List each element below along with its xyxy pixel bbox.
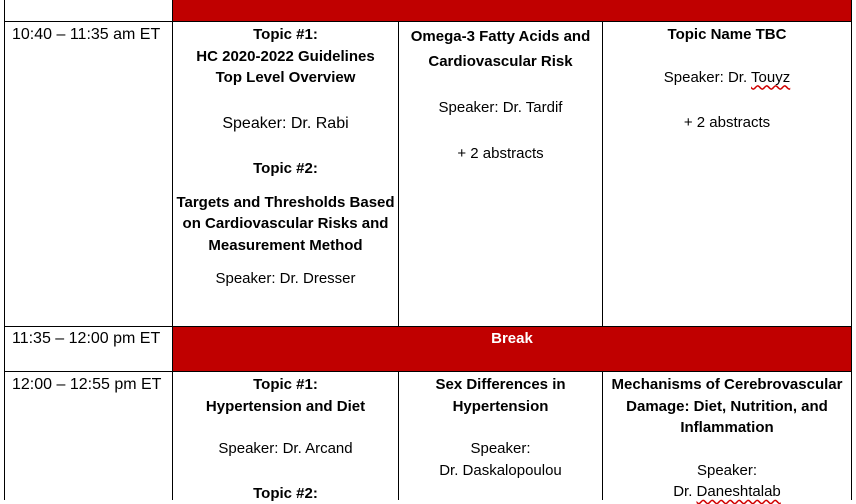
speaker-label: Speaker:: [399, 438, 602, 460]
session-title: Mechanisms of Cerebrovascular: [603, 374, 851, 396]
topic-title: Targets and Thresholds Based: [173, 192, 398, 214]
speaker: Speaker: Dr. Rabi: [173, 113, 398, 135]
topic-title: Hypertension and Diet: [173, 396, 398, 418]
speaker: [603, 67, 851, 89]
speaker-prefix: Dr.: [673, 483, 696, 500]
topic-title: Measurement Method: [173, 235, 398, 257]
topic-label: Topic #1:: [173, 24, 398, 46]
session-3-track-2: [399, 374, 602, 481]
session-title: Sex Differences in: [399, 374, 602, 396]
session-3-track-3: [603, 374, 851, 503]
speaker-name: Touyz: [751, 69, 790, 86]
table-border-left: [4, 0, 5, 500]
session-1-track-2: [399, 24, 602, 166]
speaker-name: Dr. Daskalopoulou: [399, 460, 602, 482]
speaker: Speaker: Dr. Arcand: [173, 438, 398, 460]
row-divider-2: [4, 326, 852, 327]
session-title: Damage: Diet, Nutrition, and: [603, 396, 851, 418]
speaker-label: Speaker:: [603, 460, 851, 482]
speaker: Speaker: Dr. Tardif: [399, 95, 602, 120]
topic-label: Topic #2:: [173, 158, 398, 180]
row-divider-1: [4, 21, 852, 22]
break-label: Break: [172, 330, 852, 347]
topic-title: Top Level Overview: [173, 67, 398, 89]
abstracts-note: + 2 abstracts: [603, 112, 851, 134]
abstracts-note: + 2 abstracts: [399, 141, 602, 166]
speaker: Speaker: Dr. Dresser: [173, 268, 398, 290]
time-slot-2: 11:35 – 12:00 pm ET: [12, 330, 160, 348]
topic-label: Topic #2:: [173, 483, 398, 504]
time-slot-1: 10:40 – 11:35 am ET: [12, 26, 160, 44]
session-title: Hypertension: [399, 396, 602, 418]
session-title: Topic Name TBC: [603, 24, 851, 46]
session-title: Omega-3 Fatty Acids and: [399, 24, 602, 49]
topic-title: on Cardiovascular Risks and: [173, 213, 398, 235]
session-1-track-1: [173, 24, 398, 290]
session-title: Inflammation: [603, 417, 851, 439]
speaker-name: Daneshtalab: [697, 483, 781, 500]
speaker-prefix: Speaker: Dr.: [664, 69, 751, 86]
speaker: [603, 481, 851, 503]
session-3-track-1: [173, 374, 398, 504]
time-slot-3: 12:00 – 12:55 pm ET: [12, 376, 161, 394]
session-1-track-3: [603, 24, 851, 134]
row-divider-3: [4, 371, 852, 372]
session-title: Cardiovascular Risk: [399, 49, 602, 74]
header-red-bar: [172, 0, 852, 21]
topic-label: Topic #1:: [173, 374, 398, 396]
topic-title: HC 2020-2022 Guidelines: [173, 46, 398, 68]
table-border-right: [851, 0, 852, 500]
